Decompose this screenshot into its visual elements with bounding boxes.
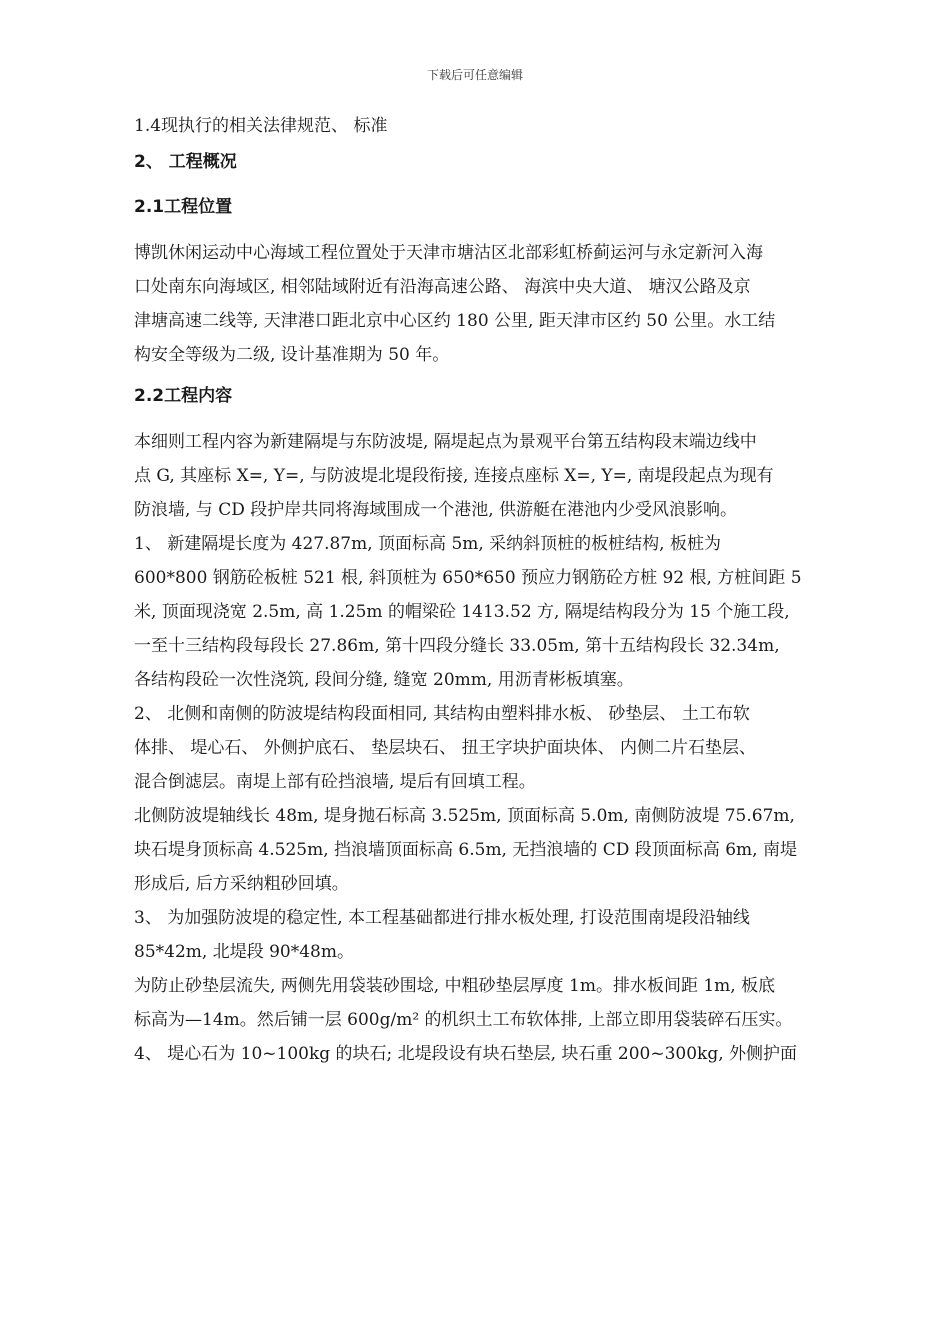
section-2-2-intro xyxy=(134,425,852,527)
paragraph-line: 2、 北侧和南侧的防波堤结构段面相同, 其结构由塑料排水板、 砂垫层、 土工布软 xyxy=(134,704,750,724)
paragraph-line: 3、 为加强防波堤的稳定性, 本工程基础都进行排水板处理, 打设范围南堤段沿轴线 xyxy=(134,908,750,928)
paragraph-line: 为防止砂垫层流失, 两侧先用袋装砂围埝, 中粗砂垫层厚度 1m。排水板间距 1m, 板底 xyxy=(134,976,776,996)
paragraph-line: 米, 顶面现浇宽 2.5m, 高 1.25m 的帽梁砼 1413.52 方, 隔堤结构段分为 15 个施工段, xyxy=(134,602,790,622)
section-1-4-title: 1.4现执行的相关法律规范、 标准 xyxy=(134,116,388,136)
paragraph-line: 口处南东向海域区, 相邻陆域附近有沿海高速公路、 海滨中央大道、 塘汉公路及京 xyxy=(134,277,751,297)
item-4-paragraph xyxy=(134,1037,852,1071)
paragraph-line: 点 G, 其座标 X=, Y=, 与防波堤北堤段衔接, 连接点座标 X=, Y=, 南堤段起点为现有 xyxy=(134,466,774,486)
section-2-2-heading: 2.2工程内容 xyxy=(134,386,233,406)
item-2-detail-paragraph xyxy=(134,799,852,901)
section-2-heading: 2、 工程概况 xyxy=(134,152,237,172)
item-3-paragraph xyxy=(134,901,852,969)
paragraph-line: 各结构段砼一次性浇筑, 段间分缝, 缝宽 20mm, 用沥青彬板填塞。 xyxy=(134,670,634,690)
paragraph-line: 形成后, 后方采纳粗砂回填。 xyxy=(134,874,349,894)
document-body xyxy=(134,114,852,1071)
paragraph-line: 体排、 堤心石、 外侧护底石、 垫层块石、 扭王字块护面块体、 内侧二片石垫层、 xyxy=(134,738,757,758)
paragraph-line: 津塘高速二线等, 天津港口距北京中心区约 180 公里, 距天津市区约 50 公里。水工结 xyxy=(134,311,776,331)
paragraph-line: 600*800 钢筋砼板桩 521 根, 斜顶桩为 650*650 预应力钢筋砼方桩 92 根, 方桩间距 5 xyxy=(134,568,802,588)
paragraph-line: 4、 堤心石为 10~100kg 的块石; 北堤段设有块石垫层, 块石重 200~300kg, 外侧护面 xyxy=(134,1044,798,1064)
item-1-paragraph xyxy=(134,527,852,697)
paragraph-line: 块石堤身顶标高 4.525m, 挡浪墙顶面标高 6.5m, 无挡浪墙的 CD 段顶面标高 6m, 南堤 xyxy=(134,840,797,860)
paragraph-line: 博凯休闲运动中心海域工程位置处于天津市塘沽区北部彩虹桥蓟运河与永定新河入海 xyxy=(134,243,763,263)
paragraph-line: 北侧防波堤轴线长 48m, 堤身抛石标高 3.525m, 顶面标高 5.0m, 南侧防波堤 75.67m, xyxy=(134,806,795,826)
section-2-1-paragraph xyxy=(134,236,852,372)
item-2-paragraph xyxy=(134,697,852,799)
paragraph-line: 混合倒滤层。南堤上部有砼挡浪墙, 堤后有回填工程。 xyxy=(134,772,536,792)
item-3-detail-paragraph xyxy=(134,969,852,1037)
paragraph-line: 本细则工程内容为新建隔堤与东防波堤, 隔堤起点为景观平台第五结构段末端边线中 xyxy=(134,432,757,452)
paragraph-line: 标高为—14m。然后铺一层 600g/m² 的机织土工布软体排, 上部立即用袋装碎石压实。 xyxy=(134,1010,793,1030)
paragraph-line: 85*42m, 北堤段 90*48m。 xyxy=(134,942,354,962)
paragraph-line: 一至十三结构段每段长 27.86m, 第十四段分缝长 33.05m, 第十五结构段长 32.34m, xyxy=(134,636,780,656)
paragraph-line: 构安全等级为二级, 设计基准期为 50 年。 xyxy=(134,345,450,365)
paragraph-line: 1、 新建隔堤长度为 427.87m, 顶面标高 5m, 采纳斜顶桩的板桩结构, 板桩为 xyxy=(134,534,721,554)
page-header-note: 下载后可任意编辑 xyxy=(426,68,523,82)
paragraph-line: 防浪墙, 与 CD 段护岸共同将海域围成一个港池, 供游艇在港池内少受风浪影响。 xyxy=(134,500,738,520)
section-2-1-heading: 2.1工程位置 xyxy=(134,197,233,217)
